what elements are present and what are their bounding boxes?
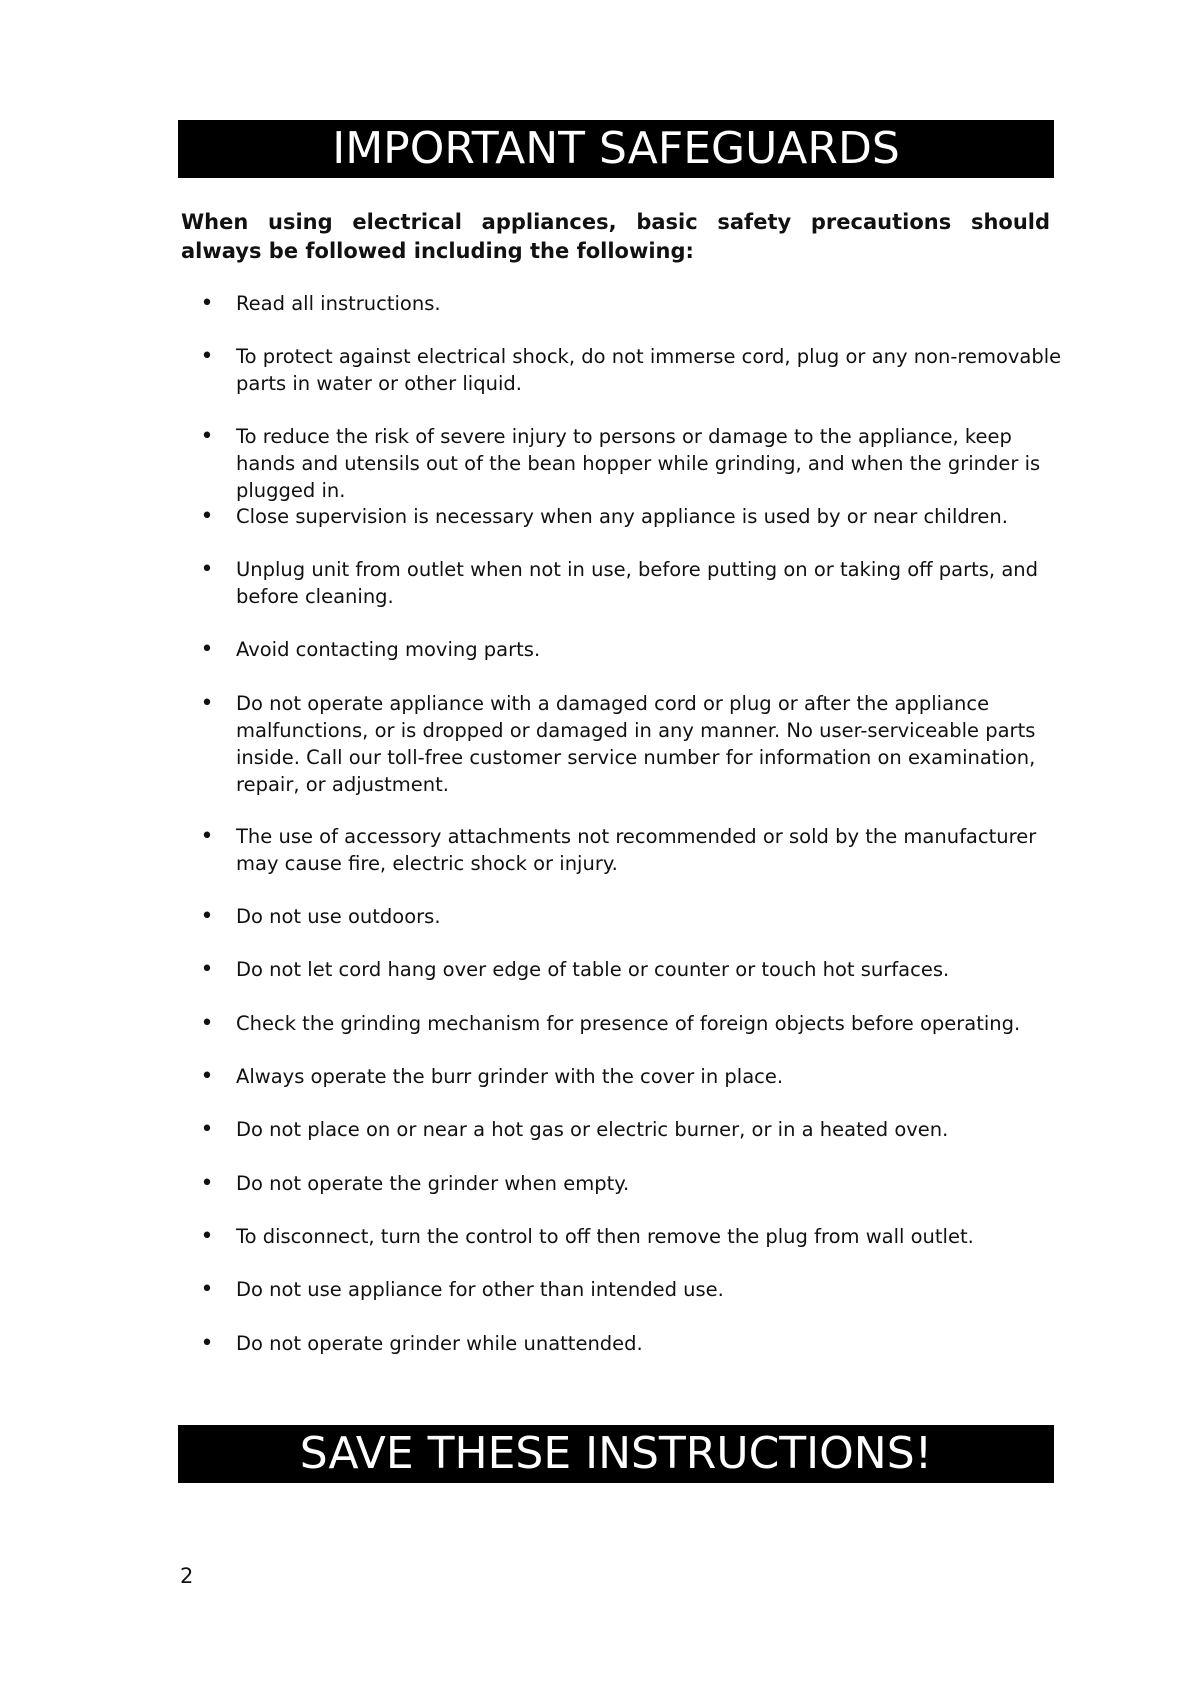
- bullet-icon: •: [200, 691, 214, 716]
- bullet-icon: •: [200, 1224, 214, 1249]
- bullet-icon: •: [200, 1171, 214, 1196]
- list-item-text: Do not operate the grinder when empty.: [236, 1172, 630, 1195]
- bullet-icon: •: [200, 504, 214, 529]
- bullet-icon: •: [200, 291, 214, 316]
- list-item-text: Read all instructions.: [236, 292, 441, 315]
- page-title: IMPORTANT SAFEGUARDS: [332, 123, 900, 174]
- save-instructions-text: SAVE THESE INSTRUCTIONS!: [299, 1428, 933, 1479]
- bullet-icon: •: [200, 1117, 214, 1142]
- list-item-text: Avoid contacting moving parts.: [236, 638, 541, 661]
- list-item-text: Check the grinding mechanism for presence of foreign objects before operating.: [236, 1012, 1021, 1035]
- save-instructions-banner: [178, 1425, 1054, 1483]
- page-number: 2: [180, 1564, 194, 1588]
- list-item-text: To protect against electrical shock, do not immerse cord, plug or any non-removable parts in water or other liquid.: [236, 345, 1062, 395]
- intro-paragraph: When using electrical appliances, basic safety precautions should always be followed including the following:: [181, 210, 1050, 263]
- bullet-icon: •: [200, 424, 214, 449]
- bullet-icon: •: [200, 1011, 214, 1036]
- bullet-icon: •: [200, 557, 214, 582]
- list-item-text: The use of accessory attachments not recommended or sold by the manufacturer may cause fire, electric shock or injury.: [236, 825, 1037, 875]
- bullet-icon: •: [200, 957, 214, 982]
- list-item-text: Do not let cord hang over edge of table or counter or touch hot surfaces.: [236, 958, 950, 981]
- list-item-text: Always operate the burr grinder with the cover in place.: [236, 1065, 784, 1088]
- list-item-text: Do not operate appliance with a damaged cord or plug or after the appliance malfunctions, or is dropped or damaged in any manner. No user-serviceable parts inside. Call our toll-free customer service number for information on examination, repair, or adjustment.: [236, 692, 1036, 796]
- list-item-text: Do not place on or near a hot gas or electric burner, or in a heated oven.: [236, 1118, 949, 1141]
- bullet-icon: •: [200, 904, 214, 929]
- list-item-text: Close supervision is necessary when any appliance is used by or near children.: [236, 505, 1008, 528]
- bullet-icon: •: [200, 344, 214, 369]
- list-item-text: Do not use appliance for other than intended use.: [236, 1278, 724, 1301]
- safeguards-banner: [178, 120, 1054, 178]
- list-item-text: Do not use outdoors.: [236, 905, 441, 928]
- list-item-text: Do not operate grinder while unattended.: [236, 1332, 643, 1355]
- list-item-text: To reduce the risk of severe injury to persons or damage to the appliance, keep hands and utensils out of the bean hopper while grinding, and when the grinder is plugged in.: [236, 425, 1041, 502]
- bullet-icon: •: [200, 1064, 214, 1089]
- bullet-icon: •: [200, 1331, 214, 1356]
- bullet-icon: •: [200, 824, 214, 849]
- bullet-icon: •: [200, 637, 214, 662]
- bullet-icon: •: [200, 1277, 214, 1302]
- list-item-text: Unplug unit from outlet when not in use, before putting on or taking off parts, and before cleaning.: [236, 558, 1039, 608]
- list-item-text: To disconnect, turn the control to off then remove the plug from wall outlet.: [236, 1225, 974, 1248]
